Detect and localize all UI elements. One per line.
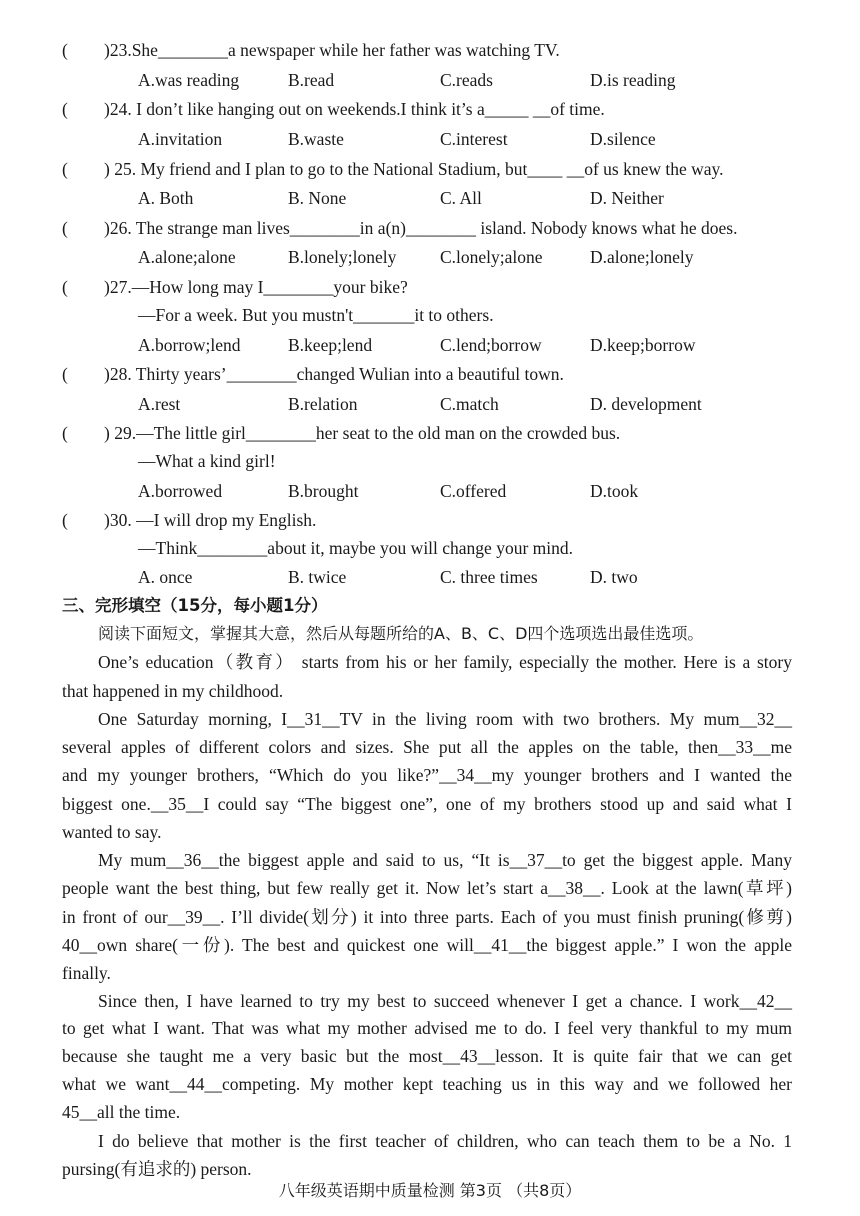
option-d: D.silence: [590, 129, 656, 149]
option-b: B.read: [288, 70, 335, 90]
answer-paren: (: [62, 364, 68, 384]
passage-line: 40__own share(一份). The best and quickest one will__41__the biggest apple.” I won the apple: [62, 935, 792, 955]
option-d: D. Neither: [590, 188, 664, 208]
option-b: B.brought: [288, 481, 359, 501]
answer-paren: (: [62, 159, 68, 179]
passage-line: biggest one.__35__I could say “The biggest one”, one of my brothers stood up and said what I: [62, 794, 792, 814]
answer-paren: (: [62, 277, 68, 297]
option-a: A.borrowed: [138, 481, 223, 501]
answer-paren: (: [62, 40, 68, 60]
passage-line: Since then, I have learned to try my best to succeed whenever I get a chance. I work__42__: [98, 991, 792, 1011]
passage-line: One Saturday morning, I__31__TV in the living room with two brothers. My mum__32__: [98, 709, 792, 729]
option-a: A.was reading: [138, 70, 240, 90]
passage-line: My mum__36__the biggest apple and said to us, “It is__37__to get the biggest apple. Many: [98, 850, 792, 870]
question-30-reply: —Think________about it, maybe you will change your mind.: [138, 538, 574, 558]
question-29-reply: —What a kind girl!: [138, 451, 276, 471]
option-b: B. None: [288, 188, 347, 208]
passage-line: pursing(有追求的) person.: [62, 1159, 252, 1179]
section-title: 三、完形填空（15分，每小题1分）: [62, 596, 328, 615]
option-d: D. development: [590, 394, 702, 414]
option-d: D.took: [590, 481, 639, 501]
option-c: C.offered: [440, 481, 507, 501]
answer-paren: (: [62, 423, 68, 443]
passage-line: One’s education（教育） starts from his or her family, especially the mother. Here is a story: [98, 652, 792, 672]
passage-line: what we want__44__competing. My mother kept teaching us in this way and we followed her: [62, 1074, 792, 1094]
options-30: [138, 564, 818, 590]
passage-line: I do believe that mother is the first teacher of children, who can teach them to be a No. 1: [98, 1131, 792, 1151]
section-instruction: 阅读下面短文，掌握其大意，然后从每题所给的A、B、C、D四个选项选出最佳选项。: [98, 624, 704, 643]
answer-paren: (: [62, 510, 68, 530]
passage-line: because she taught me a very basic but the most__43__lesson. It is quite fair that we can get: [62, 1046, 792, 1066]
option-b: B.lonely;lonely: [288, 247, 397, 267]
option-d: D.is reading: [590, 70, 676, 90]
option-a: A. Both: [138, 188, 194, 208]
question-stem: ) 25. My friend and I plan to go to the National Stadium, but____ __of us knew the way.: [104, 159, 724, 179]
options-27: [138, 332, 818, 358]
question-25: [62, 156, 820, 182]
option-d: D.alone;lonely: [590, 247, 694, 267]
options-29: [138, 478, 818, 504]
question-stem: )30. —I will drop my English.: [104, 510, 317, 530]
passage-line: several apples of different colors and sizes. She put all the apples on the table, then__33__me: [62, 737, 792, 757]
question-stem: )27.—How long may I________your bike?: [104, 277, 408, 297]
option-b: B.relation: [288, 394, 358, 414]
question-26: [62, 215, 820, 241]
page-footer: 八年级英语期中质量检测 第3页 （共8页）: [278, 1181, 582, 1200]
option-d: D.keep;borrow: [590, 335, 696, 355]
option-c: C.reads: [440, 70, 493, 90]
option-c: C.lonely;alone: [440, 247, 543, 267]
option-a: A.alone;alone: [138, 247, 236, 267]
options-28: [138, 391, 818, 417]
passage-line: in front of our__39__. I’ll divide(划分) it into three parts. Each of you must finish pruning(修剪): [62, 907, 792, 927]
passage-line: finally.: [62, 963, 111, 983]
question-27: [62, 274, 820, 300]
passage-line: that happened in my childhood.: [62, 681, 284, 701]
question-27-reply: —For a week. But you mustn't_______it to others.: [138, 305, 494, 325]
passage-line: to get what I want. That was what my mother advised me to do. I feel very thankful to my mum: [62, 1018, 792, 1038]
option-a: A.invitation: [138, 129, 223, 149]
question-24: [62, 96, 820, 122]
answer-paren: (: [62, 99, 68, 119]
option-b: B.keep;lend: [288, 335, 373, 355]
question-28: [62, 361, 820, 387]
passage-line: 45__all the time.: [62, 1102, 181, 1122]
passage-line: people want the best thing, but few really get it. Now let’s start a__38__. Look at the lawn(草坪): [62, 878, 792, 898]
options-26: [138, 244, 818, 270]
option-b: B.waste: [288, 129, 344, 149]
option-d: D. two: [590, 567, 638, 587]
question-stem: )26. The strange man lives________in a(n)________ island. Nobody knows what he does.: [104, 218, 738, 238]
question-30: [62, 507, 820, 533]
answer-paren: (: [62, 218, 68, 238]
option-b: B. twice: [288, 567, 347, 587]
options-23: [138, 67, 818, 93]
question-stem: )23.She________a newspaper while her father was watching TV.: [104, 40, 560, 60]
option-a: A.borrow;lend: [138, 335, 241, 355]
option-c: C. All: [440, 188, 482, 208]
options-25: [138, 185, 818, 211]
option-c: C. three times: [440, 567, 538, 587]
options-24: [138, 126, 818, 152]
option-c: C.interest: [440, 129, 508, 149]
passage-line: and my younger brothers, “Which do you like?”__34__my younger brothers and I wanted the: [62, 765, 792, 785]
question-stem: )28. Thirty years’________changed Wulian into a beautiful town.: [104, 364, 564, 384]
question-stem: )24. I don’t like hanging out on weekends.I think it’s a_____ __of time.: [104, 99, 605, 119]
option-a: A.rest: [138, 394, 181, 414]
option-c: C.match: [440, 394, 499, 414]
option-c: C.lend;borrow: [440, 335, 542, 355]
question-23: [62, 37, 820, 63]
option-a: A. once: [138, 567, 193, 587]
passage-line: wanted to say.: [62, 822, 162, 842]
question-stem: ) 29.—The little girl________her seat to the old man on the crowded bus.: [104, 423, 621, 443]
question-29: [62, 420, 820, 446]
